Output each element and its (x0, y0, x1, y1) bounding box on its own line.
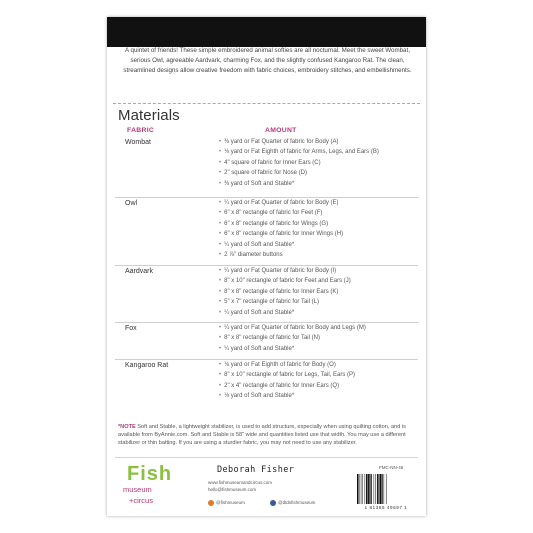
list-item: • 6" x 8" rectangle of fabric for Feet (F) (219, 208, 415, 218)
logo-line-2: museum (123, 485, 152, 494)
section-owl (115, 197, 418, 259)
item-list (219, 198, 415, 260)
list-item: • ⅛ yard of Soft and Stable* (219, 391, 415, 401)
logo-line-1: Fish (127, 463, 173, 485)
barcode-number: 1 81365 49697 1 (364, 505, 408, 510)
fabric-column-header: FABRIC (127, 127, 155, 134)
instagram-link[interactable] (208, 500, 245, 506)
list-item: • 2" x 4" rectangle of fabric for Inner Ears (Q) (219, 381, 415, 391)
note-text: Soft and Stable, a lightweight stabilizer, is used to add structure, especially when using quilting cotton, and is available from ByAnnie.com. Soft and Stable is 58" wide and quantities listed use that width. You may use a different stabilizer or thin batting. If you are using a sturdier fabric, you may not need to use any stabilizer. (118, 424, 406, 447)
social-links (208, 500, 348, 508)
section-name: Aardvark (125, 268, 154, 275)
note-label: *NOTE (118, 424, 136, 430)
section-name: Wombat (125, 139, 151, 146)
section-kangaroo-rat (115, 359, 418, 400)
list-item: • 8" x 10" rectangle of fabric for Legs, Tail, Ears (P) (219, 370, 415, 380)
section-name: Kangaroo Rat (125, 362, 169, 369)
sku-code: FMC-NN-46 (379, 465, 404, 470)
item-list (219, 137, 415, 189)
list-item: • 6" x 8" rectangle of fabric for Wings (G) (219, 219, 415, 229)
instagram-icon (208, 500, 214, 506)
list-item: • ⅛ yard or Fat Eighth of fabric for Arms, Legs, and Ears (B) (219, 147, 415, 157)
list-item: • 2" square of fabric for Nose (D) (219, 168, 415, 178)
list-item: • ⅛ yard or Fat Eighth of fabric for Body (O) (219, 360, 415, 370)
list-item: • 8" x 10" rectangle of fabric for Feet and Ears (J) (219, 276, 415, 286)
list-item: • 4" square of fabric for Inner Ears (C) (219, 158, 415, 168)
section-name: Fox (125, 325, 137, 332)
list-item: • ¼ yard or Fat Quarter of fabric for Body and Legs (M) (219, 323, 415, 333)
list-item: • ¼ yard of Soft and Stable* (219, 344, 415, 354)
list-item: • 5" x 7" rectangle of fabric for Tail (L) (219, 297, 415, 307)
email-link[interactable]: hello@fishmuseum.com (208, 487, 257, 492)
section-aardvark (115, 265, 418, 316)
item-list (219, 360, 415, 402)
section-name: Owl (125, 200, 138, 207)
footer-divider (115, 457, 418, 458)
pattern-back-cover (107, 17, 426, 516)
stabilizer-note (118, 423, 418, 448)
item-list (219, 266, 415, 318)
list-item: • 8" x 8" rectangle of fabric for Tail (N) (219, 333, 415, 343)
list-item: • 2 ⅞" diameter buttons (219, 250, 415, 260)
facebook-icon (270, 500, 276, 506)
facebook-link[interactable] (270, 500, 315, 506)
item-list (219, 323, 415, 354)
list-item: • ¼ yard of Soft and Stable* (219, 240, 415, 250)
intro-text: A quintet of friends! These simple embroidered animal softies are all nocturnal. Meet the sweet Wombat, serious Owl, agreeable Aardvark, charming Fox, and the slightly confused Kangaroo Rat. The clean, streamlined designs allow creative freedom with fabric choices, embroidery stitches, and embellishments. (123, 47, 412, 74)
list-item: • ¼ yard of Soft and Stable* (219, 308, 415, 318)
materials-title: Materials (118, 107, 180, 124)
website-link[interactable]: www.fishmuseumandcircus.com (208, 480, 273, 485)
list-item: • 6" x 8" rectangle of fabric for Inner Wings (H) (219, 229, 415, 239)
barcode (355, 474, 415, 504)
instagram-handle: @fishmuseum (216, 500, 245, 506)
contact-info (208, 479, 272, 493)
list-item: • 8" x 8" rectangle of fabric for Inner Ears (K) (219, 287, 415, 297)
list-item: • ¼ yard or Fat Quarter of fabric for Body (E) (219, 198, 415, 208)
stitch-divider (113, 103, 420, 104)
amount-column-header: AMOUNT (265, 127, 297, 134)
logo-line-3: +circus (129, 496, 153, 505)
fish-museum-logo (121, 463, 179, 511)
list-item: • ⅜ yard or Fat Quarter of fabric for Body (A) (219, 137, 415, 147)
facebook-handle: @dtdsfishmuseum (278, 500, 316, 506)
header-bar (107, 17, 426, 47)
section-fox (115, 322, 418, 352)
designer-name: Deborah Fisher (217, 465, 295, 475)
list-item: • ⅜ yard of Soft and Stable* (219, 179, 415, 189)
list-item: • ¼ yard or Fat Quarter of fabric for Body (I) (219, 266, 415, 276)
